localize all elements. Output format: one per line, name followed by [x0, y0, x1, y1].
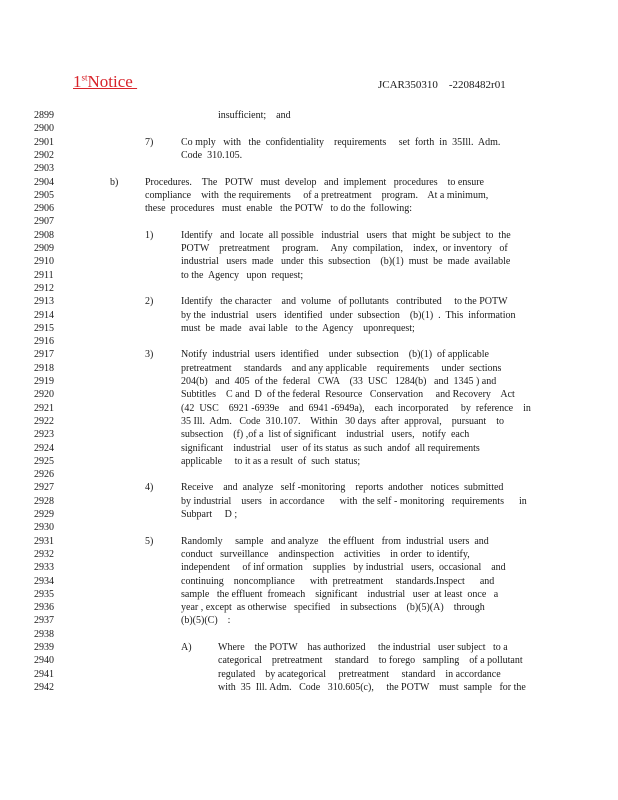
line-number: 2940 [34, 655, 54, 667]
line-number: 2899 [34, 110, 54, 121]
line-number: 2905 [34, 189, 54, 201]
line-number: 2931 [34, 535, 54, 547]
line-text: Subtitles C and D of the federal Resource Conservation and Recovery Act [181, 389, 515, 401]
line-text: continuing noncompliance with pretreatment standards.Inspect and [181, 575, 495, 587]
item-marker: A) [181, 642, 192, 653]
line-number: 2912 [34, 282, 54, 294]
line-number: 2919 [34, 376, 54, 387]
line-number: 2910 [34, 256, 54, 268]
line-number: 2911 [34, 269, 54, 281]
notice-header [73, 72, 137, 92]
item-marker: 2) [145, 296, 154, 308]
item-marker: 5) [145, 535, 154, 547]
line-number: 2903 [34, 163, 54, 175]
line-text: categorical pretreatment standard to forego sampling of a pollutant [218, 655, 523, 667]
line-number: 2907 [34, 216, 54, 228]
line-number: 2941 [34, 668, 54, 680]
line-number: 2938 [34, 628, 54, 640]
line-text: industrial users made under this subsection (b)(1) must be made available [181, 256, 511, 268]
line-number: 2934 [34, 575, 54, 587]
line-text: (42 USC 6921 -6939e and 6941 -6949a), each incorporated by reference in [181, 402, 531, 414]
line-text: Subpart D ; [181, 509, 238, 520]
line-number: 2918 [34, 362, 54, 374]
line-text: (b)(5)(C) : [181, 615, 231, 627]
notice-number: 1 [73, 72, 82, 91]
line-number: 2913 [34, 296, 54, 308]
line-text: by industrial users in accordance with the self - monitoring requirements in [181, 495, 527, 507]
line-text: year , except as otherwise specified in subsections (b)(5)(A) through [181, 602, 485, 614]
line-number: 2917 [34, 349, 54, 361]
line-number: 2902 [34, 149, 54, 161]
line-text: with 35 Ill. Adm. Code 310.605(c), the POTW must sample for the [218, 681, 526, 693]
line-text: Procedures. The POTW must develop and implement procedures to ensure [145, 176, 484, 188]
line-number: 2922 [34, 415, 54, 427]
line-text: Receive and analyze self -monitoring reports andother notices submitted [181, 482, 504, 494]
line-text: sample the effluent fromeach significant industrial user at least once a [181, 588, 499, 600]
line-number: 2915 [34, 322, 54, 334]
line-text: Co mply with the confidentiality requirements set forth in 35Ill. Adm. [181, 136, 501, 148]
line-number: 2901 [34, 136, 54, 148]
line-number: 2914 [34, 309, 54, 321]
item-marker: 3) [145, 349, 154, 361]
line-number: 2923 [34, 429, 54, 441]
line-number: 2904 [34, 176, 54, 188]
line-number: 2929 [34, 509, 54, 520]
line-text: Code 310.105. [181, 149, 243, 161]
item-marker: b) [110, 176, 119, 188]
line-number: 2942 [34, 681, 54, 693]
item-marker: 1) [145, 229, 154, 241]
line-text: significant industrial user of its status as such andof all requirements [181, 442, 480, 454]
line-number: 2930 [34, 522, 54, 534]
line-text: must be made avai lable to the Agency uponrequest; [181, 322, 415, 334]
line-text: subsection (f) ,of a list of significant industrial users, notify each [181, 429, 470, 441]
line-text: compliance with the requirements of a pretreatment program. At a minimum, [145, 189, 489, 201]
line-number: 2909 [34, 243, 54, 254]
line-text: these procedures must enable the POTW to do the following: [145, 203, 412, 215]
line-number: 2908 [34, 229, 54, 241]
line-number: 2921 [34, 402, 54, 414]
line-number: 2925 [34, 455, 54, 467]
line-number: 2935 [34, 588, 54, 600]
line-number: 2926 [34, 469, 54, 481]
line-number: 2936 [34, 602, 54, 614]
line-text: applicable to it as a result of such status; [181, 455, 361, 467]
line-text: Where the POTW has authorized the industrial user subject to a [218, 642, 508, 653]
line-text: 204(b) and 405 of the federal CWA (33 USC 1284(b) and 1345 ) and [181, 376, 497, 387]
line-text: by the industrial users identified under subsection (b)(1) . This information [181, 309, 516, 321]
line-text: Notify industrial users identified under subsection (b)(1) of applicable [181, 349, 489, 361]
line-text: pretreatment standards and any applicable requirements under sections [181, 362, 502, 374]
line-number: 2900 [34, 123, 54, 135]
line-number: 2932 [34, 548, 54, 560]
line-number: 2928 [34, 495, 54, 507]
line-text: independent of inf ormation supplies by industrial users, occasional and [181, 562, 506, 574]
item-marker: 7) [145, 136, 154, 148]
line-number: 2937 [34, 615, 54, 627]
line-text: 35 Ill. Adm. Code 310.107. Within 30 days after approval, pursuant to [181, 415, 504, 427]
notice-ordinal-suffix: st [81, 72, 88, 83]
item-marker: 4) [145, 482, 154, 494]
line-number: 2939 [34, 642, 54, 653]
line-number: 2906 [34, 203, 54, 215]
document-reference: JCAR350310 -2208482r01 [378, 79, 506, 91]
line-text: to the Agency upon request; [181, 269, 304, 281]
line-number: 2924 [34, 442, 54, 454]
line-text: Randomly sample and analyze the effluent from industrial users and [181, 535, 489, 547]
line-text: Identify the character and volume of pollutants contributed to the POTW [181, 296, 508, 308]
line-text: regulated by acategorical pretreatment standard in accordance [218, 668, 501, 680]
notice-word: Notice [87, 72, 138, 91]
line-number: 2920 [34, 389, 54, 401]
line-number: 2927 [34, 482, 54, 494]
line-text: Identify and locate all possible industrial users that might be subject to the [181, 229, 511, 241]
line-number: 2916 [34, 336, 54, 348]
line-text: POTW pretreatment program. Any compilation, index, or inventory of [181, 243, 508, 254]
line-text: insufficient; and [218, 110, 291, 121]
line-number: 2933 [34, 562, 54, 574]
line-text: conduct surveillance andinspection activities in order to identify, [181, 548, 470, 560]
